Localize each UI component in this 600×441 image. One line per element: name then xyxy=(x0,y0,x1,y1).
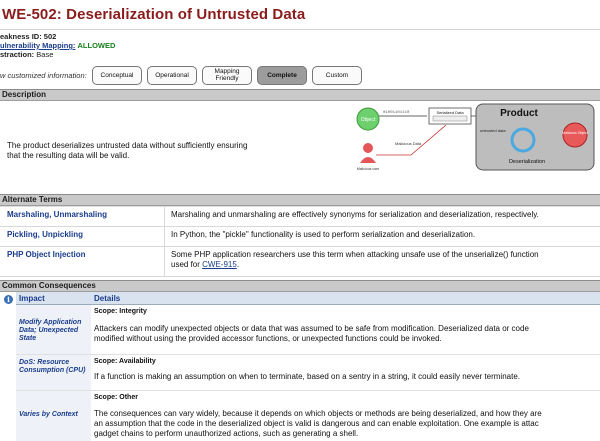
term-name: PHP Object Injection xyxy=(0,247,165,276)
object-label: Object xyxy=(360,117,376,123)
view-selector xyxy=(0,61,600,89)
consequences-table xyxy=(0,292,600,441)
abstraction-value: Base xyxy=(36,50,54,59)
malicious-data-label: Malicious Data xyxy=(395,141,422,146)
description-text: The product deserializes untrusted data without sufficiently ensuring that the resulting data will be valid. xyxy=(7,141,248,160)
alternate-terms-table xyxy=(0,206,600,277)
impact-cell: Modify Application Data; Unexpected State xyxy=(16,305,91,354)
view-selector-label: w customized information: xyxy=(0,70,87,80)
view-conceptual-button[interactable]: Conceptual xyxy=(92,66,142,85)
untrusted-data-label: untrusted data xyxy=(480,128,506,133)
scope-label: Scope: Other xyxy=(94,394,138,401)
mapping-status: ALLOWED xyxy=(77,41,116,50)
term-name: Marshaling, Unmarshaling xyxy=(0,207,165,226)
details-text: The consequences can vary widely, because it depends on which objects or methods are being deserialized, and how they are xyxy=(94,409,542,418)
term-name: Pickling, Unpickling xyxy=(0,227,165,246)
malicious-object-node xyxy=(563,123,587,147)
stream-bits: 01001101110 xyxy=(383,111,410,115)
consequences-header-row xyxy=(16,292,600,305)
serialized-data-bar xyxy=(433,116,467,121)
details-text: modified without using the provided accessor functions, or unexpected functions could be invoked. xyxy=(94,334,442,343)
details-column-header: Details xyxy=(94,294,121,303)
table-row xyxy=(0,247,600,277)
title-bar xyxy=(0,0,600,30)
table-row xyxy=(0,207,600,227)
malicious-user-label: Malicious user xyxy=(356,167,380,171)
common-consequences-heading[interactable]: Common Consequences xyxy=(0,280,600,292)
table-row xyxy=(16,305,600,355)
details-cell xyxy=(91,391,600,441)
scope-label: Scope: Availability xyxy=(94,358,156,365)
page-title: WE-502: Deserialization of Untrusted Data xyxy=(2,6,306,23)
cwe-915-link[interactable]: CWE-915 xyxy=(202,260,237,269)
impact-cell: DoS: Resource Consumption (CPU) xyxy=(16,355,91,390)
impact-column-header: Impact xyxy=(19,294,45,303)
deserialization-label: Deserialization xyxy=(508,159,546,165)
details-text: If a function is making an assumption on when to terminate, based on a sentry in a string, it could easily never terminate. xyxy=(94,372,521,381)
malicious-object-label: Malicious Object xyxy=(562,131,588,135)
table-row xyxy=(0,227,600,247)
details-text: Attackers can modify unexpected objects or data that was assumed to be safe from modification. Deserialized data or code xyxy=(94,324,529,333)
view-mapping-friendly-button[interactable]: Mapping Friendly xyxy=(202,66,252,85)
table-row xyxy=(16,391,600,441)
malicious-data-arrow xyxy=(376,125,446,155)
details-text: gadget chains to perform unauthorized actions, such as generating a shell. xyxy=(94,429,359,438)
info-icon[interactable]: i xyxy=(4,295,13,304)
scope-label: Scope: Integrity xyxy=(94,308,147,315)
term-description-line: Some PHP application researchers use this term when attacking unsafe use of the unserialize() function xyxy=(171,250,539,259)
term-description-prefix: used for xyxy=(171,260,203,269)
table-row xyxy=(16,355,600,391)
view-custom-button[interactable]: Custom xyxy=(312,66,362,85)
term-description xyxy=(165,247,600,276)
malicious-user-head-icon xyxy=(363,143,373,153)
term-description-suffix: . xyxy=(236,260,240,269)
details-cell xyxy=(91,355,600,390)
term-description: Marshaling and unmarshaling are effectively synonyms for serialization and deserialization, respectively. xyxy=(171,210,539,219)
impact-cell: Varies by Context xyxy=(16,391,91,441)
weakness-id-label: eakness ID: xyxy=(0,32,42,41)
view-complete-button[interactable]: Complete xyxy=(257,66,307,85)
view-operational-button[interactable]: Operational xyxy=(147,66,197,85)
details-text: an assumption that the code in the deserialized object is valid is dangerous and can enable exploitation. One example is attac xyxy=(94,419,539,428)
description-heading[interactable]: Description xyxy=(0,89,600,101)
term-description-line xyxy=(171,260,600,270)
weakness-id: 502 xyxy=(43,32,57,41)
alternate-terms-heading[interactable]: Alternate Terms xyxy=(0,194,600,206)
product-label: Product xyxy=(500,108,538,119)
term-description: In Python, the "pickle" functionality is used to perform serialization and deserialization. xyxy=(171,230,476,239)
details-cell xyxy=(91,305,600,354)
weakness-meta xyxy=(0,30,600,59)
abstraction-label: straction: xyxy=(0,50,35,59)
mapping-link[interactable]: ulnerability Mapping: xyxy=(0,41,76,50)
serialized-data-label: Serialized Data xyxy=(436,110,464,115)
malicious-user-body-icon xyxy=(360,157,376,163)
deserialization-diagram xyxy=(351,103,596,173)
